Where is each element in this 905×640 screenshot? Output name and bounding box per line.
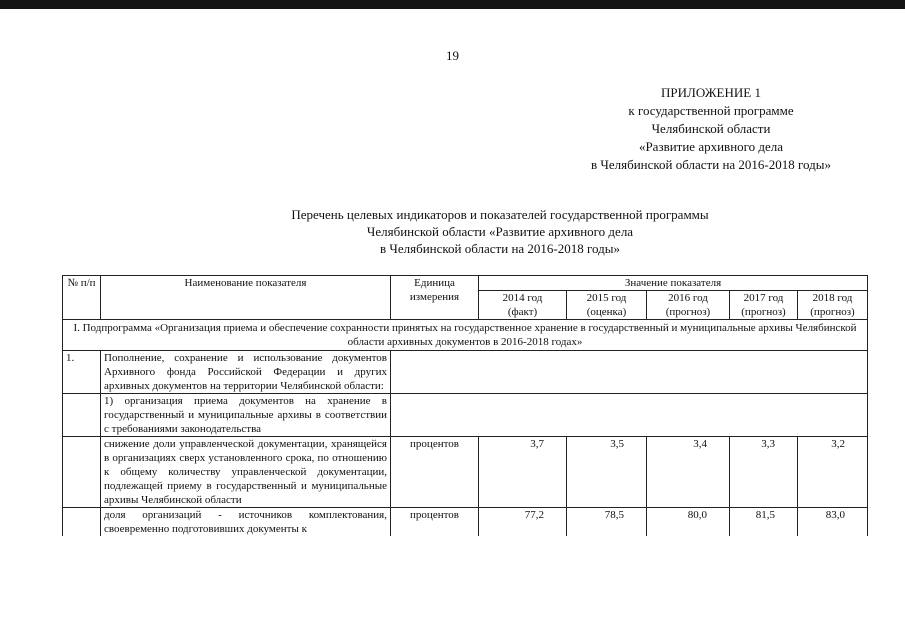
header-name: Наименование показателя (101, 276, 391, 320)
header-year-2017: 2017 год (прогноз) (730, 291, 798, 320)
value-2018: 3,2 (798, 437, 868, 508)
value-2016: 3,4 (647, 437, 730, 508)
appendix-title: ПРИЛОЖЕНИЕ 1 (661, 85, 761, 100)
subprogram-row (63, 320, 868, 351)
row-num (63, 437, 101, 508)
appendix-line: к государственной программе (628, 103, 794, 118)
table-row (63, 437, 868, 508)
indicator-name: доля организаций - источников комплектования, своевременно подготовивших документы к (101, 508, 391, 537)
header-year-2014: 2014 год (факт) (479, 291, 567, 320)
indicator-name: 1) организация приема документов на хранение в государственный и муниципальные архивы в соответствии с требованиями законодательства (101, 394, 391, 437)
indicator-name: снижение доли управленческой документации, хранящейся в организациях сверх установленного срока, по отношению к общему количеству управленческой документации, подлежащей приему в государственный и муниципальные архивы Челябинской области (101, 437, 391, 508)
appendix-line: «Развитие архивного дела (638, 139, 784, 154)
indicators-table (62, 275, 868, 536)
row-num: 1. (63, 351, 101, 394)
appendix-block (560, 84, 862, 174)
page-number: 19 (446, 48, 459, 63)
value-2015: 3,5 (567, 437, 647, 508)
header-unit: Единица измерения (391, 276, 479, 320)
empty-values-cell (391, 394, 868, 437)
table-row (63, 394, 868, 437)
scan-top-edge (0, 0, 905, 9)
header-num: № п/п (63, 276, 101, 320)
appendix-line: Челябинской области (651, 121, 771, 136)
value-2018: 83,0 (798, 508, 868, 537)
value-2014: 77,2 (479, 508, 567, 537)
value-2017: 81,5 (730, 508, 798, 537)
appendix-line: в Челябинской области на 2016-2018 годы» (591, 157, 831, 172)
table-row (63, 508, 868, 537)
table-row (63, 351, 868, 394)
header-year-2015: 2015 год (оценка) (567, 291, 647, 320)
table-header-row (63, 276, 868, 291)
value-2014: 3,7 (479, 437, 567, 508)
row-num (63, 508, 101, 537)
header-year-2016: 2016 год (прогноз) (647, 291, 730, 320)
document-title (200, 206, 800, 257)
subprogram-title: I. Подпрограмма «Организация приема и обеспечение сохранности принятых на государственное хранение в государственный и муниципальные архивы Челябинской области архивных документов в 2016-2018 годах» (63, 320, 868, 351)
document-title-line: в Челябинской области на 2016-2018 годы» (380, 241, 620, 256)
document-title-line: Челябинской области «Развитие архивного дела (366, 224, 634, 239)
indicator-unit: процентов (391, 508, 479, 537)
value-2017: 3,3 (730, 437, 798, 508)
document-title-line: Перечень целевых индикаторов и показателей государственной программы (291, 207, 709, 222)
header-year-2018: 2018 год (прогноз) (798, 291, 868, 320)
empty-values-cell (391, 351, 868, 394)
row-num (63, 394, 101, 437)
header-values: Значение показателя (479, 276, 868, 291)
value-2015: 78,5 (567, 508, 647, 537)
indicator-name: Пополнение, сохранение и использование документов Архивного фонда Российской Федерации и других архивных документов на территории Челябинской области: (101, 351, 391, 394)
indicator-unit: процентов (391, 437, 479, 508)
value-2016: 80,0 (647, 508, 730, 537)
